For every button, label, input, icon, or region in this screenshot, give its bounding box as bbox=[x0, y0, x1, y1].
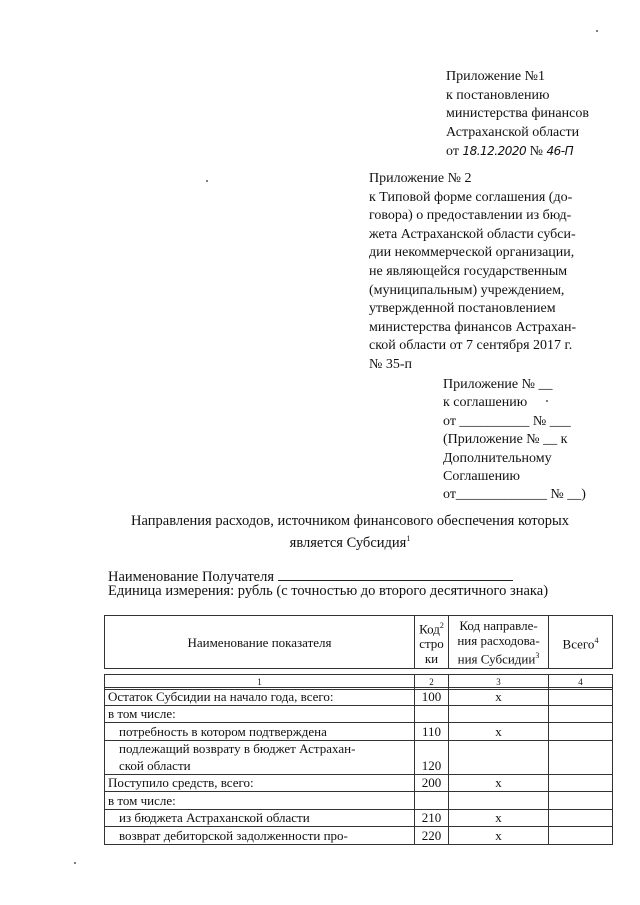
date-prefix: от bbox=[446, 144, 459, 159]
agreement-appendix-block bbox=[443, 376, 586, 505]
row-direction: x bbox=[449, 809, 549, 827]
appendix-1-line: Астраханской области bbox=[446, 124, 580, 140]
row-direction: x bbox=[449, 688, 549, 706]
row-code: 120 bbox=[415, 757, 449, 774]
agreement-appendix-line: Приложение № __ bbox=[443, 377, 553, 392]
header-dir-footnote: 3 bbox=[535, 650, 540, 660]
table-row bbox=[105, 723, 613, 741]
row-direction: x bbox=[449, 774, 549, 792]
appendix-1-line: Приложение №1 bbox=[446, 69, 545, 84]
row-name: подлежащий возврату в бюджет Астрахан- bbox=[105, 740, 415, 757]
row-code: 200 bbox=[415, 774, 449, 792]
agreement-appendix-line: Дополнительному bbox=[443, 450, 552, 466]
row-name: в том числе: bbox=[105, 792, 415, 810]
scan-speck bbox=[546, 400, 548, 402]
appendix-2-line: жета Астраханской области субси- bbox=[369, 226, 576, 242]
handwritten-number: 46-П bbox=[546, 144, 574, 158]
appendix-2-line: (муниципальным) учреждением, bbox=[369, 282, 565, 298]
header-total-footnote: 4 bbox=[594, 635, 599, 645]
recipient-blank-line bbox=[278, 565, 513, 581]
header-code-l2: стро bbox=[419, 636, 444, 652]
row-direction: x bbox=[449, 827, 549, 845]
appendix-2-line: № 35-п bbox=[369, 356, 413, 372]
appendix-2-line: министерства финансов Астрахан- bbox=[369, 319, 577, 335]
header-name-text: Наименование показателя bbox=[187, 634, 332, 650]
table-row bbox=[105, 757, 613, 774]
row-total bbox=[549, 757, 613, 774]
row-name: из бюджета Астраханской области bbox=[105, 809, 415, 827]
appendix-2-block bbox=[369, 170, 576, 375]
header-total bbox=[549, 616, 613, 669]
header-indicator-name bbox=[105, 616, 415, 669]
scan-speck bbox=[596, 30, 598, 32]
table-row bbox=[105, 774, 613, 792]
row-name: потребность в котором подтверждена bbox=[105, 723, 415, 741]
row-code: 220 bbox=[415, 827, 449, 845]
col-number: 2 bbox=[415, 675, 449, 690]
title-line-2 bbox=[110, 530, 590, 552]
row-total bbox=[549, 809, 613, 827]
expense-table-body bbox=[104, 687, 613, 845]
appendix-1-line: министерства финансов bbox=[446, 106, 589, 121]
unit-field bbox=[108, 583, 548, 600]
agreement-appendix-line: (Приложение № __ к bbox=[443, 432, 568, 448]
agreement-appendix-line: от __________ № ___ bbox=[443, 413, 571, 429]
table-row bbox=[105, 740, 613, 757]
row-total bbox=[549, 723, 613, 741]
appendix-1-line: к постановлению bbox=[446, 87, 550, 103]
table-row bbox=[105, 705, 613, 723]
header-dir-l1: Код направле- bbox=[459, 617, 538, 633]
header-line-code bbox=[415, 616, 449, 669]
row-code: 110 bbox=[415, 723, 449, 741]
row-name: в том числе: bbox=[105, 705, 415, 723]
row-name: Поступило средств, всего: bbox=[105, 774, 415, 792]
handwritten-date: 18.12.2020 bbox=[462, 144, 527, 158]
appendix-2-line: утвержденной постановлением bbox=[369, 301, 556, 317]
appendix-2-line: к Типовой форме соглашения (до- bbox=[369, 189, 573, 205]
scan-speck bbox=[74, 862, 76, 864]
row-direction bbox=[449, 705, 549, 723]
header-code-l3: ки bbox=[424, 651, 439, 667]
title-footnote: 1 bbox=[406, 534, 411, 543]
row-total bbox=[549, 792, 613, 810]
table-row bbox=[105, 827, 613, 845]
recipient-label: Наименование Получателя bbox=[108, 569, 275, 585]
row-direction bbox=[449, 792, 549, 810]
number-prefix: № bbox=[529, 144, 544, 159]
appendix-1-block bbox=[446, 68, 589, 162]
document-title bbox=[110, 512, 590, 552]
header-total-text: Всего bbox=[562, 636, 595, 652]
row-direction: x bbox=[449, 723, 549, 741]
appendix-1-date-line bbox=[446, 142, 589, 162]
row-direction bbox=[449, 757, 549, 774]
title-text: является Субсидия bbox=[289, 534, 407, 551]
appendix-2-line: ской области от 7 сентября 2017 г. bbox=[369, 338, 573, 354]
header-dir-l2: ния расходова- bbox=[457, 632, 540, 648]
row-name: ской области bbox=[105, 757, 415, 774]
table-row bbox=[105, 688, 613, 706]
agreement-appendix-line: от_____________ № __) bbox=[443, 487, 586, 503]
col-number: 1 bbox=[105, 675, 415, 690]
header-code-footnote: 2 bbox=[439, 620, 444, 630]
row-total bbox=[549, 688, 613, 706]
appendix-2-line: говора) о предоставлении из бюд- bbox=[369, 208, 572, 224]
appendix-2-line: не являющейся государственным bbox=[369, 263, 568, 279]
scan-speck bbox=[206, 180, 208, 182]
row-code bbox=[415, 740, 449, 757]
table-row bbox=[105, 809, 613, 827]
row-total bbox=[549, 740, 613, 757]
row-name: Остаток Субсидии на начало года, всего: bbox=[105, 688, 415, 706]
title-line-1: Направления расходов, источником финансового обеспечения которых bbox=[131, 513, 569, 529]
header-direction-code bbox=[449, 616, 549, 669]
table-row bbox=[105, 792, 613, 810]
row-total bbox=[549, 774, 613, 792]
agreement-appendix-line: Соглашению bbox=[443, 469, 521, 485]
agreement-appendix-line: к соглашению bbox=[443, 395, 528, 411]
appendix-2-line: дии некоммерческой организации, bbox=[369, 245, 575, 261]
header-code-l1: Код bbox=[419, 621, 440, 637]
col-number: 3 bbox=[449, 675, 549, 690]
row-name: возврат дебиторской задолженности про- bbox=[105, 827, 415, 845]
row-code: 210 bbox=[415, 809, 449, 827]
row-code: 100 bbox=[415, 688, 449, 706]
row-total bbox=[549, 705, 613, 723]
header-dir-l3: ния Субсидии bbox=[457, 651, 536, 667]
row-code bbox=[415, 792, 449, 810]
row-direction bbox=[449, 740, 549, 757]
col-number: 4 bbox=[549, 675, 613, 690]
appendix-2-line: Приложение № 2 bbox=[369, 171, 472, 186]
expense-table-header bbox=[104, 615, 613, 669]
row-code bbox=[415, 705, 449, 723]
row-total bbox=[549, 827, 613, 845]
unit-label: Единица измерения: рубль (с точностью до второго десятичного знака) bbox=[108, 583, 549, 599]
